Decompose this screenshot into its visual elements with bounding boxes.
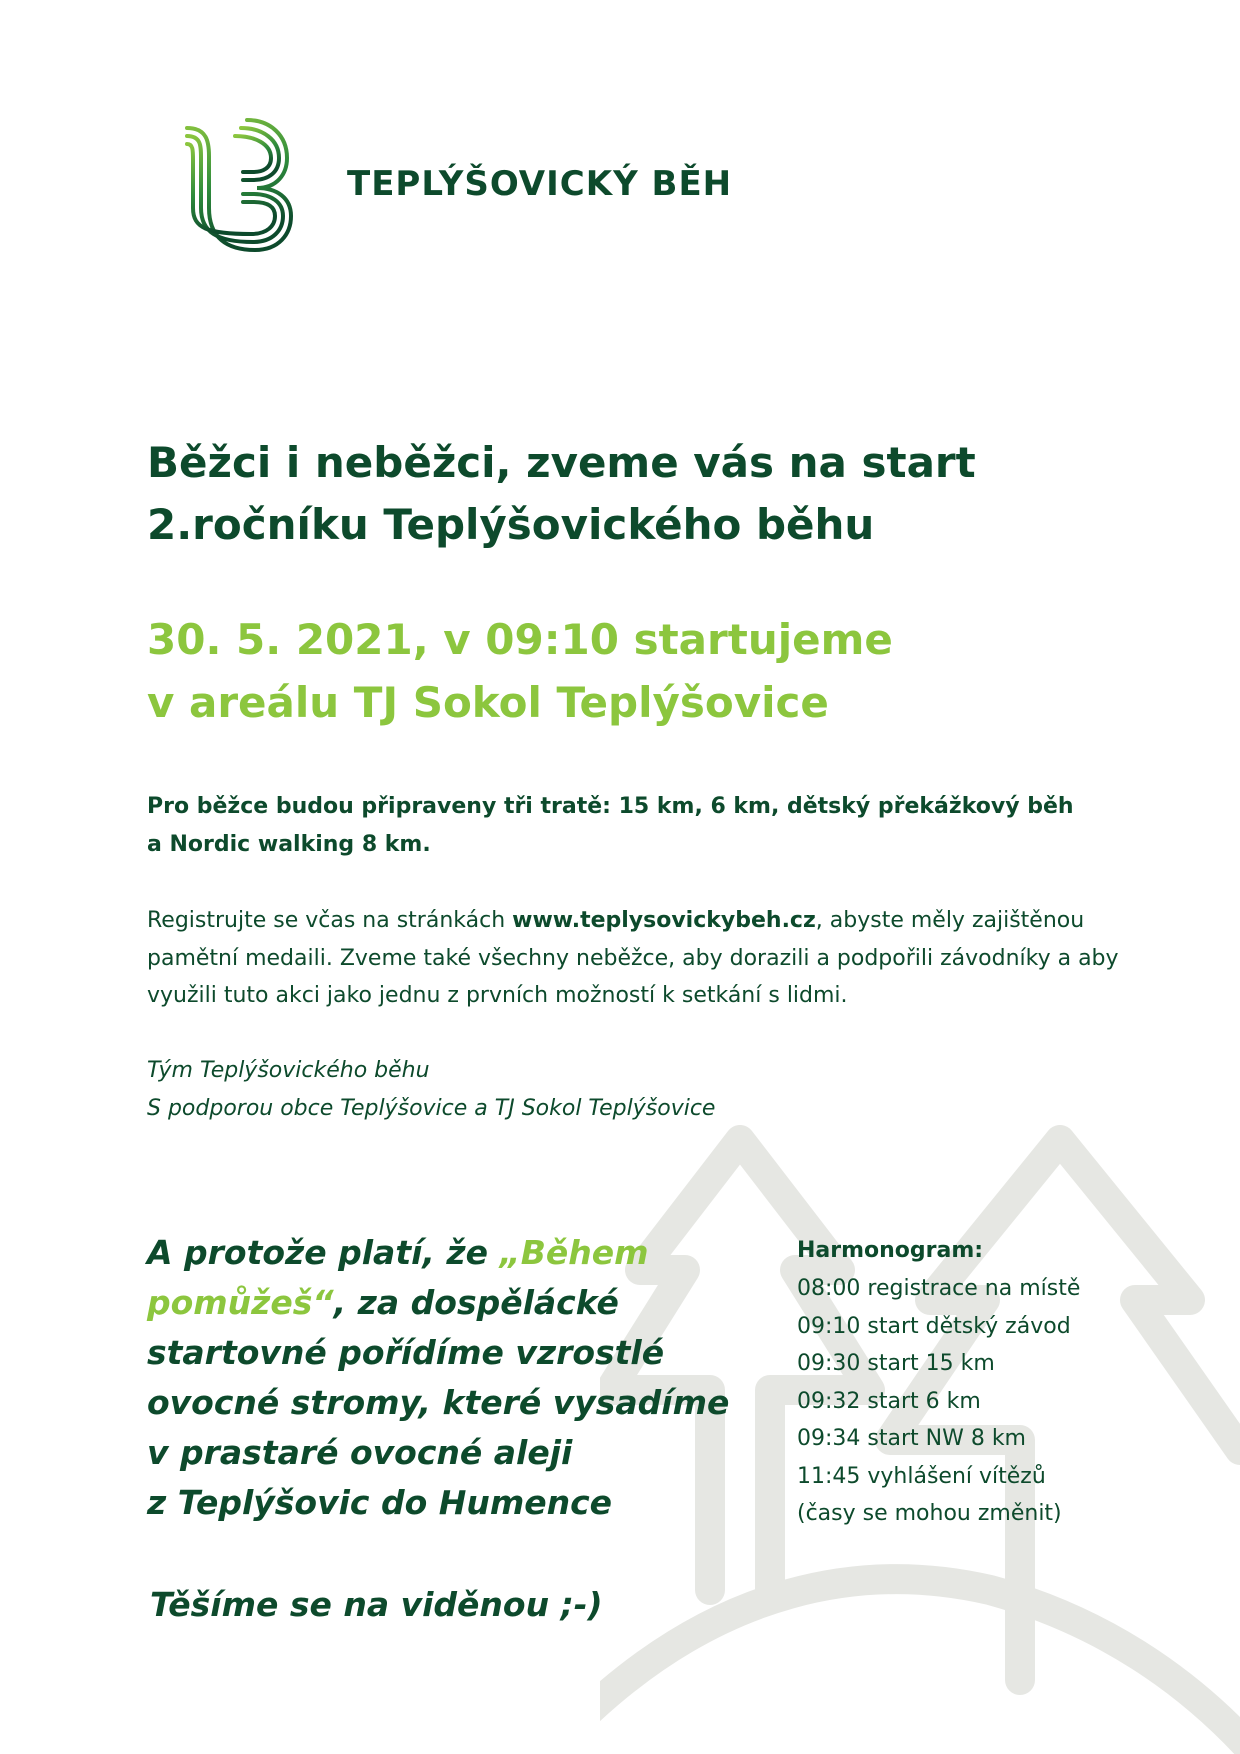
headline-line: Běžci i neběžci, zveme vás na start bbox=[147, 438, 976, 487]
event-venue: v areálu TJ Sokol Teplýšovice bbox=[147, 678, 829, 727]
signature-team: Tým Teplýšovického běhu bbox=[147, 1058, 430, 1083]
pitch-line bbox=[147, 1228, 767, 1278]
tracks-paragraph bbox=[147, 788, 1107, 864]
pitch-paragraph bbox=[147, 1228, 767, 1528]
pitch-line: z Teplýšovic do Humence bbox=[147, 1483, 613, 1522]
schedule-list bbox=[797, 1270, 1097, 1533]
headline-line: 2.ročníku Teplýšovického běhu bbox=[147, 500, 875, 549]
pitch-line bbox=[147, 1278, 767, 1328]
schedule-item: 09:10 start dětský závod bbox=[797, 1313, 1071, 1339]
closing-line: Těšíme se na viděnou ;-) bbox=[150, 1585, 603, 1624]
headline bbox=[147, 432, 1097, 556]
signature bbox=[147, 1052, 947, 1128]
schedule-item: 08:00 registrace na místě bbox=[797, 1276, 1081, 1301]
header bbox=[147, 116, 732, 252]
tb-monogram-logo bbox=[147, 116, 293, 252]
schedule bbox=[797, 1232, 1097, 1533]
tracks-line: Pro běžce budou připraveny tři tratě: 15 km, 6 km, dětský překážkový běh bbox=[147, 794, 1074, 819]
schedule-item: 09:34 start NW 8 km bbox=[797, 1426, 1026, 1451]
schedule-title: Harmonogram: bbox=[797, 1238, 984, 1263]
pitch-line: ovocné stromy, které vysadíme bbox=[147, 1383, 730, 1422]
schedule-item: 11:45 vyhlášení vítězů bbox=[797, 1463, 1046, 1489]
tracks-line: a Nordic walking 8 km. bbox=[147, 832, 431, 857]
pitch-line: v prastaré ovocné aleji bbox=[147, 1433, 573, 1472]
schedule-note: (časy se mohou změnit) bbox=[797, 1501, 1062, 1526]
signature-support: S podporou obce Teplýšovice a TJ Sokol Teplýšovice bbox=[147, 1096, 716, 1121]
brand-name: TEPLÝŠOVICKÝ BĚH bbox=[347, 164, 733, 204]
pitch-line: startovné pořídíme vzrostlé bbox=[147, 1333, 665, 1372]
schedule-item: 09:30 start 15 km bbox=[797, 1351, 995, 1376]
pitch-quote: „Během bbox=[499, 1233, 649, 1272]
registration-line: pamětní medaili. Zveme také všechny neběžce, aby dorazili a podpořili závodníky a aby bbox=[147, 945, 1119, 971]
registration-line: využili tuto akci jako jednu z prvních možností k setkání s lidmi. bbox=[147, 983, 848, 1008]
registration-paragraph bbox=[147, 902, 1119, 1015]
registration-line bbox=[147, 902, 1107, 940]
website-link[interactable]: www.teplysovickybeh.cz bbox=[512, 908, 816, 933]
registration-text: , abyste měly zajištěnou bbox=[815, 908, 1085, 933]
pitch-quote: pomůžeš“ bbox=[147, 1283, 334, 1322]
event-date: 30. 5. 2021, v 09:10 startujeme bbox=[147, 615, 893, 664]
pitch-text: , za dospělácké bbox=[333, 1283, 619, 1322]
pitch-text: A protože platí, že bbox=[147, 1233, 500, 1272]
event-date-venue bbox=[147, 608, 1097, 734]
registration-text: Registrujte se včas na stránkách bbox=[147, 908, 513, 933]
schedule-item: 09:32 start 6 km bbox=[797, 1388, 981, 1414]
